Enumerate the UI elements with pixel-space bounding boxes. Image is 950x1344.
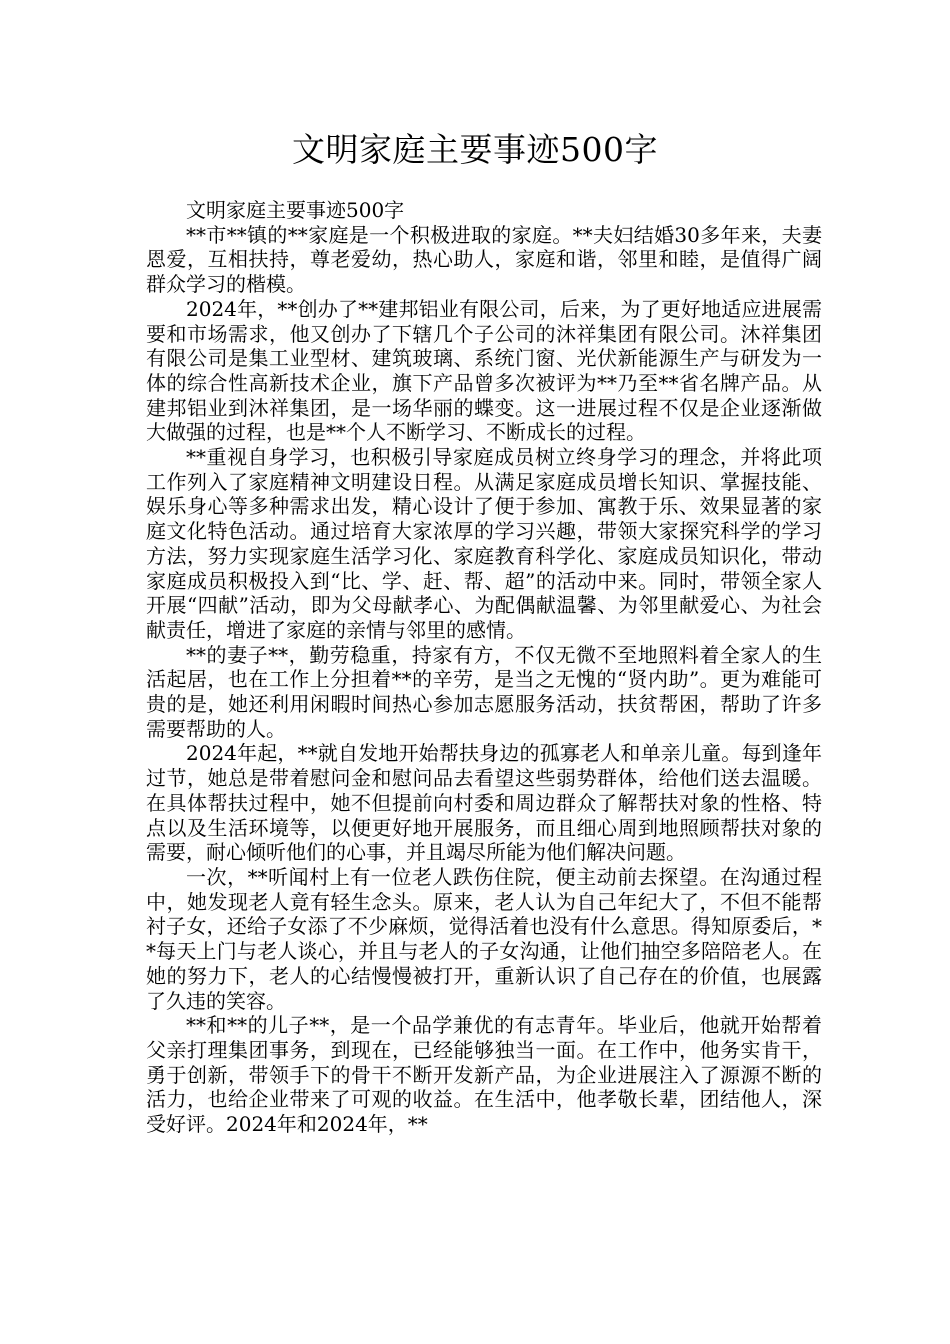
paragraph-elderly-story: 一次，**听闻村上有一位老人跌伤住院，便主动前去探望。在沟通过程中，她发现老人竟有轻生念头。原来，老人认为自己年纪大了，不但不能帮衬子女，还给子女添了不少麻烦，觉得活着也没有什么意思。得知原委后，**每天上门与老人谈心，并且与老人的子女沟通，让他们抽空多陪陪老人。在她的努力下，老人的心结慢慢被打开，重新认识了自己存在的价值，也展露了久违的笑容。: [146, 864, 822, 1013]
paragraph-lifelong-learning: **重视自身学习，也积极引导家庭成员树立终身学习的理念，并将此项工作列入了家庭精神文明建设日程。从满足家庭成员增长知识、掌握技能、娱乐身心等多种需求出发，精心设计了便于参加、寓教于乐、效果显著的家庭文化特色活动。通过培育大家浓厚的学习兴趣，带领大家探究科学的学习方法，努力实现家庭生活学习化、家庭教育科学化、家庭成员知识化，带动家庭成员积极投入到“比、学、赶、帮、超”的活动中来。同时，带领全家人开展“四献”活动，即为父母献孝心、为配偶献温馨、为邻里献爱心、为社会献责任，增进了家庭的亲情与邻里的感情。: [146, 445, 822, 642]
paragraph-son: **和**的儿子**，是一个品学兼优的有志青年。毕业后，他就开始帮着父亲打理集团事务，到现在，已经能够独当一面。在工作中，他务实肯干，勇于创新，带领手下的骨干不断开发新产品，为企业进展注入了源源不断的活力，也给企业带来了可观的收益。在生活中，他孝敬长辈，团结他人，深受好评。2024年和2024年，**: [146, 1013, 822, 1137]
paragraph-wife: **的妻子**，勤劳稳重，持家有方，不仅无微不至地照料着全家人的生活起居，也在工作上分担着**的辛劳，是当之无愧的“贤内助”。更为难能可贵的是，她还利用闲暇时间热心参加志愿服务活动，扶贫帮困，帮助了许多需要帮助的人。: [146, 642, 822, 741]
paragraph-company-founding: 2024年，**创办了**建邦铝业有限公司，后来，为了更好地适应进展需要和市场需求，他又创办了下辖几个子公司的沐祥集团有限公司。沐祥集团有限公司是集工业型材、建筑玻璃、系统门窗、光伏新能源生产与研发为一体的综合性高新技术企业，旗下产品曾多次被评为**乃至**省名牌产品。从建邦铝业到沐祥集团，是一场华丽的蝶变。这一进展过程不仅是企业逐渐做大做强的过程，也是**个人不断学习、不断成长的过程。: [146, 296, 822, 445]
paragraph-family-intro: **市**镇的**家庭是一个积极进取的家庭。**夫妇结婚30多年来，夫妻恩爱，互相扶持，尊老爱幼，热心助人，家庭和谐，邻里和睦，是值得广阔群众学习的楷模。: [146, 222, 822, 297]
document-title: 文明家庭主要事迹500字: [292, 130, 658, 169]
document-body: [146, 198, 822, 1137]
paragraph-volunteer-help: 2024年起，**就自发地开始帮扶身边的孤寡老人和单亲儿童。每到逢年过节，她总是带着慰问金和慰问品去看望这些弱势群体，给他们送去温暖。在具体帮扶过程中，她不但提前向村委和周边群众了解帮扶对象的性格、特点以及生活环境等，以便更好地开展服务，而且细心周到地照顾帮扶对象的需要，耐心倾听他们的心事，并且竭尽所能为他们解决问题。: [146, 741, 822, 865]
subtitle-paragraph: 文明家庭主要事迹500字: [186, 198, 405, 222]
